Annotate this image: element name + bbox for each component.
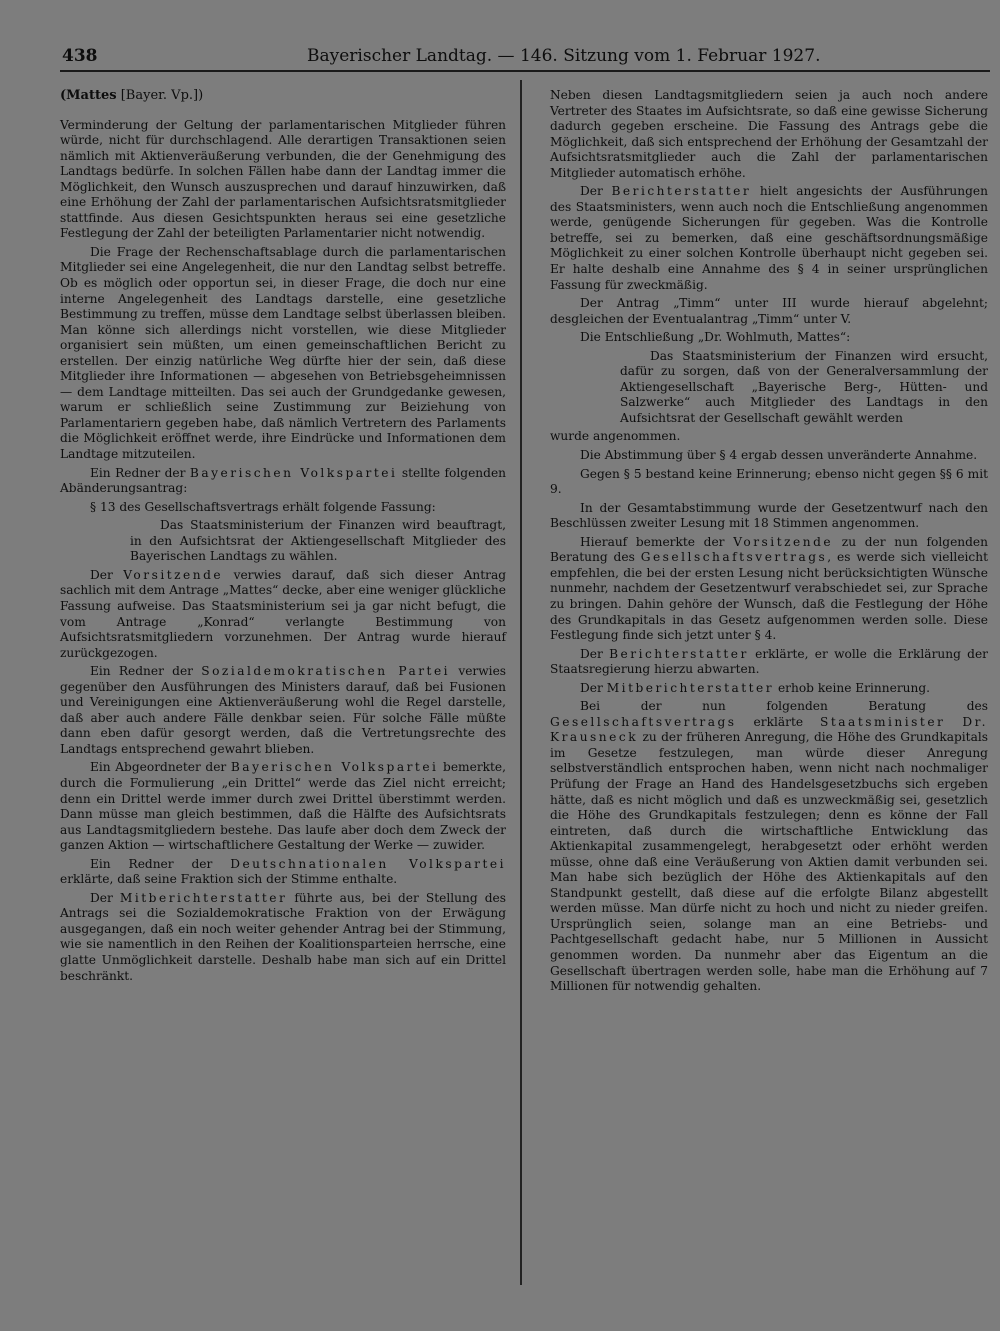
paragraph: Die Entschließung „Dr. Wohlmuth, Mattes“: (580, 330, 851, 345)
paragraph: Der Mitberichterstatter führte aus, bei der Stellung des Antrags sei die Sozialdemokratische Fraktion von der Erwägung ausgegangen, daß ein noch weiter gehender Antrag bei der Stimmung, wie sie namentlich in den Reihen der Koalitionsparteien herrsche, eine glatte Unmöglichkeit darstelle. Deshalb habe man sich auf ein Drittel beschränkt. (60, 890, 506, 983)
paragraph: Ein Redner der Sozialdemokratischen Partei verwies gegenüber den Ausführungen des Ministers darauf, daß bei Fusionen und Vereinigungen eine Aktienveräußerung wohl die Regel darstelle, daß aber auch andere Fälle denkbar seien. Für solche Fälle müßte dann eben dafür gesorgt werden, daß die Vertretungsrechte des Landtags entsprechend gewahrt blieben. (60, 664, 507, 756)
left-column (60, 88, 506, 987)
paragraph: Die Frage der Rechenschaftsablage durch die parlamentarischen Mitglieder sei eine Angelegenheit, die nur den Landtag selbst betreffe. Ob es möglich oder opportun sei, in dieser Frage, die doch nur eine interne Angelegenheit des Landtags darstelle, eine gesetzliche Bestimmung zu treffen, müsse dem Landtage selbst überlassen bleiben. Man könne sich allerdings nicht vorstellen, wie diese Mitglieder organisiert sein müßten, um einen gemeinschaftlichen Bericht zu erstellen. Der einzig natürliche Weg dürfte hier der sein, daß diese Mitglieder ihre Informationen — abgesehen von Betriebsgeheimnissen — dem Landtage mitteilten. Das sei auch der Grundgedanke gewesen, warum er schließlich seine Zustimmung zur Beiziehung von Parlamentariern gegeben habe, daß nämlich Vertretern des Parlaments die Möglichkeit eröffnet werde, ihre Eindrücke und Informationen dem Landtage mitzuteilen. (60, 244, 506, 462)
speaker-party: [Bayer. Vp.]) (120, 88, 204, 103)
resolution-text: Das Staatsministerium der Finanzen wird ersucht, dafür zu sorgen, daß von der Generalversammlung der Aktiengesellschaft „Bayerische Berg-, Hütten- und Salzwerke“ auch Mitglieder des Landtags in den Aufsichtsrat der Gesellschaft gewählt werden (620, 348, 988, 425)
paragraph: Verminderung der Geltung der parlamentarischen Mitglieder führen würde, nicht für durchschlagend. Alle derartigen Transaktionen seien nämlich mit Aktienveräußerung verbunden, die der Genehmigung des Landtags bedürfe. In solchen Fällen habe dann der Landtag immer die Möglichkeit, den Wunsch auszusprechen und darauf hinzuwirken, daß eine Erhöhung der Zahl der parlamentarischen Aufsichtsratsmitglieder stattfinde. Aus diesen Gesichtspunkten heraus sei eine gesetzliche Festlegung der Zahl der beteiligten Parlamentarier nicht notwendig. (60, 117, 506, 241)
amendment-text: Das Staatsministerium der Finanzen wird beauftragt, in den Aufsichtsrat der Aktiengesellschaft Mitglieder des Bayerischen Landtags zu wählen. (130, 518, 506, 564)
speaker-name: (Mattes (60, 88, 117, 103)
page-number: 438 (62, 46, 98, 66)
paragraph: Der Mitberichterstatter erhob keine Erinnerung. (580, 680, 931, 695)
header-rule (60, 70, 990, 72)
paragraph: In der Gesamtabstimmung wurde der Gesetzentwurf nach den Beschlüssen zweiter Lesung mit 18 Stimmen angenommen. (550, 500, 988, 531)
paragraph: Der Vorsitzende verwies darauf, daß sich dieser Antrag sachlich mit dem Antrage „Mattes“ decke, aber eine weniger glückliche Fassung aufweise. Das Staatsministerium sei ja gar nicht befugt, die vom Antrage „Konrad“ verlangte Bestimmung von Aufsichtsratsmitgliedern vorzunehmen. Der Antrag wurde hierauf zurückgezogen. (60, 567, 507, 660)
paragraph: Der Berichterstatter erklärte, er wolle die Erklärung der Staatsregierung hierzu abwarten. (550, 646, 988, 677)
paragraph: Die Abstimmung über § 4 ergab dessen unveränderte Annahme. (580, 448, 978, 463)
paragraph: wurde angenommen. (550, 429, 681, 444)
paragraph: Bei der nun folgenden Beratung des Gesellschaftsvertrags erklärte Staatsminister Dr. Krausneck zu der früheren Anregung, die Höhe des Grundkapitals im Gesetze festzulegen, man würde dieser Anregung selbstverständlich entsprochen haben, wenn nicht nach nochmaliger Prüfung der Frage an Hand des Handelsgesetzbuchs sich ergeben hätte, daß es nicht möglich und daß es unzweckmäßig sei, gesetzlich die Höhe des Grundkapitals festzulegen; denn es könne der Fall eintreten, daß durch die wirtschaftliche Entwicklung das Aktienkapital zusammengelegt, herabgesetzt oder erhöht werden müsse, ohne daß eine Veräußerung von Aktien damit verbunden sei. Man habe sich bezüglich der Höhe des Aktienkapitals auf den Standpunkt gestellt, daß diese auf die erfolgte Bilanz abgestellt werden müsse. Man dürfe nicht zu hoch und nicht zu nieder greifen. Ursprünglich seien, solange man an eine Betriebs- und Pachtgesellschaft gedacht habe, nur 5 Millionen in Aussicht genommen worden. Da nunmehr aber das Eigentum an die Gesellschaft übertragen werden solle, habe man die Erhöhung auf 7 Millionen für notwendig gehalten. (550, 699, 988, 994)
running-title: Bayerischer Landtag. — 146. Sitzung vom 1. Februar 1927. (307, 46, 821, 66)
page-header (62, 46, 982, 68)
paragraph: Ein Abgeordneter der Bayerischen Volkspartei bemerkte, durch die Formulierung „ein Drittel“ werde das Ziel nicht erreicht; denn ein Drittel werde immer durch zwei Drittel überstimmt werden. Dann müsse man gleich bestimmen, daß die Hälfte des Aufsichtsrats aus Landtagsmitgliedern bestehe. Das laufe aber doch dem Zweck der ganzen Aktion — wirtschaftlichere Gestaltung der Werke — zuwider. (60, 760, 507, 853)
paragraph: Neben diesen Landtagsmitgliedern seien ja auch noch andere Vertreter des Staates im Aufsichtsrate, so daß eine gewisse Sicherung dadurch gegeben erscheine. Die Fassung des Antrags gebe die Möglichkeit, daß sich entsprechend der Erhöhung der Gesamtzahl der Aufsichtsratsmitglieder auch die Zahl der parlamentarischen Mitglieder automatisch erhöhe. (550, 88, 988, 180)
paragraph: Der Berichterstatter hielt angesichts der Ausführungen des Staatsministers, wenn auch noch die Entschließung angenommen werde, genügende Sicherungen für gegeben. Was die Kontrolle betreffe, sei zu bemerken, daß eine geschäftsordnungsmäßige Möglichkeit zu einer solchen Kontrolle überhaupt nicht gegeben sei. Er halte deshalb eine Annahme des § 4 in seiner ursprünglichen Fassung für zweckmäßig. (550, 184, 988, 292)
right-column (550, 88, 988, 998)
column-divider (520, 80, 522, 1285)
paragraph: Ein Redner der Deutschnationalen Volkspartei erklärte, daß seine Fraktion sich der Stimme enthalte. (60, 856, 506, 887)
paragraph: Der Antrag „Timm“ unter III wurde hierauf abgelehnt; desgleichen der Eventualantrag „Timm“ unter V. (550, 296, 988, 326)
amendment-heading: § 13 des Gesellschaftsvertrags erhält folgende Fassung: (90, 499, 436, 514)
paragraph: Gegen § 5 bestand keine Erinnerung; ebenso nicht gegen §§ 6 mit 9. (550, 466, 988, 497)
speaker-heading (60, 88, 506, 104)
paragraph: Hierauf bemerkte der Vorsitzende zu der nun folgenden Beratung des Gesellschaftsvertrags, es werde sich vielleicht empfehlen, die bei der ersten Lesung nicht berücksichtigten Wünsche nunmehr, nachdem der Gesetzentwurf verabschiedet sei, zur Sprache zu bringen. Dahin gehöre der Wunsch, daß die Festlegung der Höhe des Grundkapitals in das Gesetz aufgenommen werden solle. Diese Festlegung finde sich jetzt unter § 4. (550, 534, 988, 643)
paragraph: Ein Redner der Bayerischen Volkspartei stellte folgenden Abänderungsantrag: (60, 465, 507, 496)
